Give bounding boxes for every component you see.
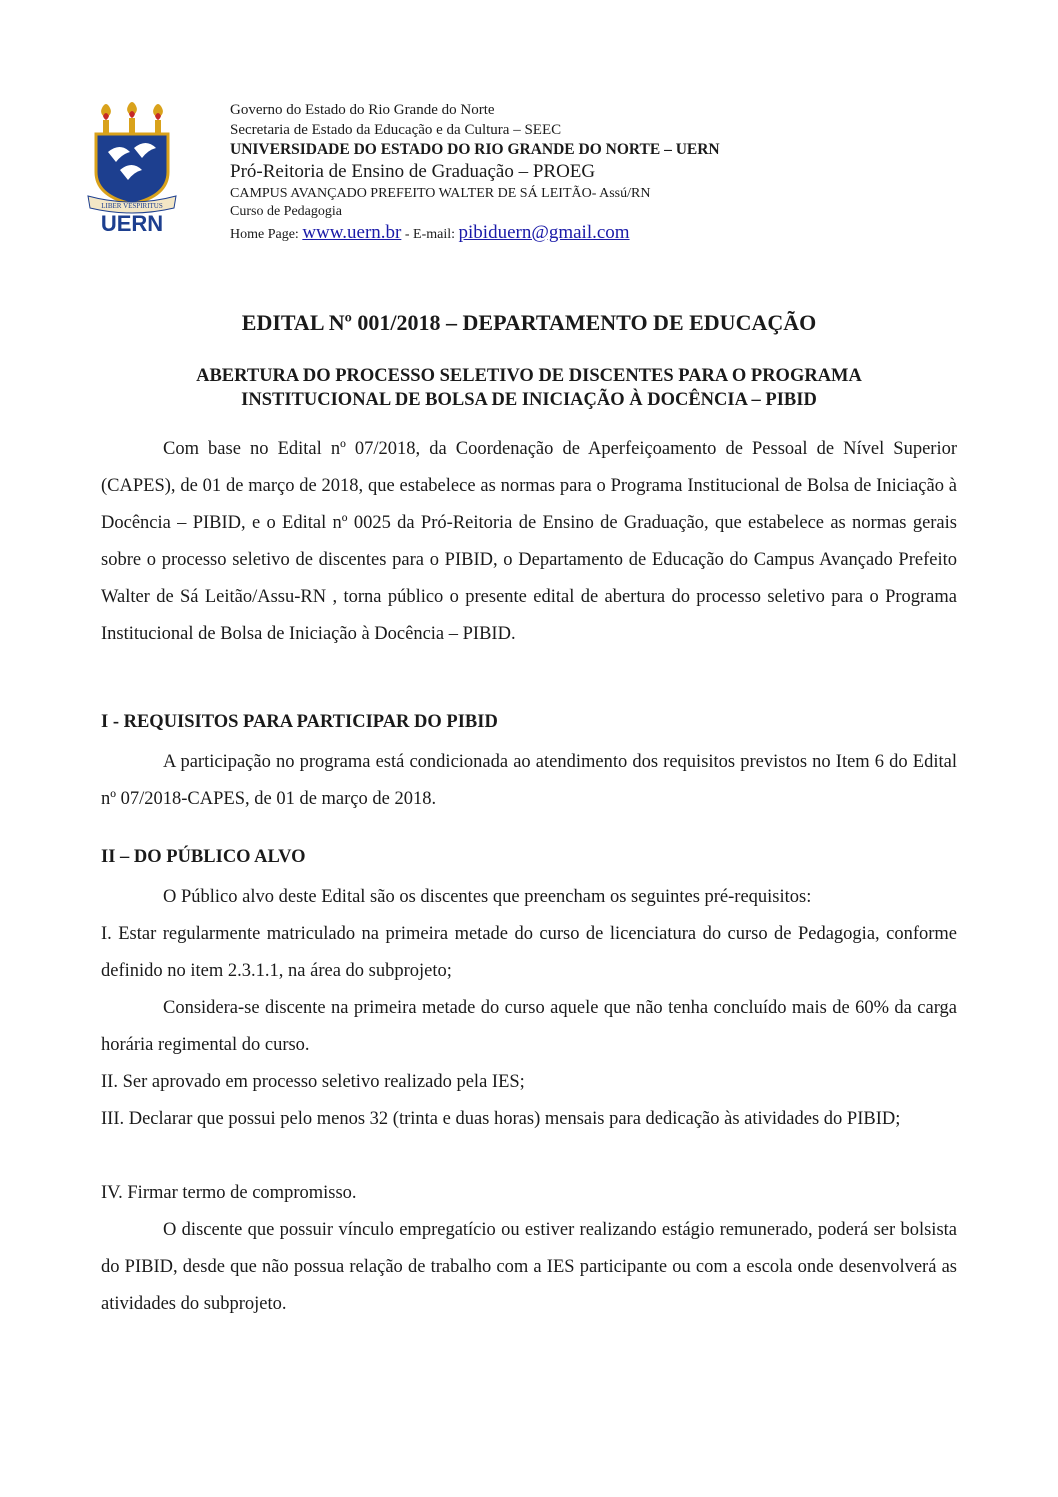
email-label: - E-mail: (404, 227, 456, 243)
document-subtitle (100, 364, 958, 412)
section-1-heading: I - REQUISITOS PARA PARTICIPAR DO PIBID (101, 712, 498, 732)
section-2-intro: O Público alvo deste Edital são os discentes que preencham os seguintes pré-requisitos: (163, 887, 812, 907)
requirement-item-1: I. Estar regularmente matriculado na primeira metade do curso de licenciatura do curso de Pedagogia, conforme definido no item 2.3.1.1, na área do subprojeto; (101, 924, 957, 981)
uern-wordmark: UERN (100, 211, 164, 234)
homepage-link[interactable]: www.uern.br (302, 222, 402, 244)
institution-header (230, 101, 720, 246)
closing-paragraph: O discente que possuir vínculo empregatício ou estiver realizando estágio remunerado, poderá ser bolsista do PIBID, desde que não possua relação de trabalho com a IES participante ou com a escola onde desenvolverá as atividades do subprojeto. (101, 1220, 957, 1314)
section-1-text: A participação no programa está condicionada ao atendimento dos requisitos previstos no Item 6 do Edital nº 07/2018-CAPES, de 01 de março de 2018. (101, 752, 957, 809)
requirement-item-4: IV. Firmar termo de compromisso. (101, 1183, 357, 1203)
header-course: Curso de Pedagogia (230, 204, 342, 220)
header-campus: CAMPUS AVANÇADO PREFEITO WALTER DE SÁ LEITÃO- Assú/RN (230, 185, 651, 201)
header-secretariat: Secretaria de Estado da Educação e da Cultura – SEEC (230, 121, 562, 138)
section-2-heading: II – DO PÚBLICO ALVO (101, 847, 306, 867)
email-link[interactable]: pibiduern@gmail.com (458, 222, 630, 244)
uern-logo (86, 100, 178, 234)
homepage-label: Home Page: (230, 227, 299, 243)
torch-icons (101, 102, 163, 134)
header-university: UNIVERSIDADE DO ESTADO DO RIO GRANDE DO NORTE – UERN (230, 141, 720, 158)
header-government: Governo do Estado do Rio Grande do Norte (230, 102, 495, 118)
header-contact (230, 221, 720, 246)
requirement-item-2: II. Ser aprovado em processo seletivo realizado pela IES; (101, 1072, 525, 1092)
requirement-note: Considera-se discente na primeira metade do curso aquele que não tenha concluído mais de 60% da carga horária regimental do curso. (101, 998, 957, 1055)
subtitle-line-2: INSTITUCIONAL DE BOLSA DE INICIAÇÃO À DOCÊNCIA – PIBID (241, 390, 817, 411)
intro-paragraph: Com base no Edital nº 07/2018, da Coordenação de Aperfeiçoamento de Pessoal de Nível Superior (CAPES), de 01 de março de 2018, que estabelece as normas para o Programa Institucional de Bolsa de Iniciação à Docência – PIBID, e o Edital nº 0025 da Pró-Reitoria de Ensino de Graduação, que estabelece as normas gerais sobre o processo seletivo de discentes para o PIBID, o Departamento de Educação do Campus Avançado Prefeito Walter de Sá Leitão/Assu-RN , torna público o presente edital de abertura do processo seletivo para o Programa Institucional de Bolsa de Iniciação à Docência – PIBID. (101, 439, 957, 644)
requirement-item-3: III. Declarar que possui pelo menos 32 (trinta e duas horas) mensais para dedicação às atividades do PIBID; (101, 1109, 901, 1129)
shield-icon (96, 134, 168, 204)
document-title: EDITAL Nº 001/2018 – DEPARTAMENTO DE EDUCAÇÃO (241, 310, 817, 335)
subtitle-line-1: ABERTURA DO PROCESSO SELETIVO DE DISCENTES PARA O PROGRAMA (196, 366, 862, 386)
header-proeg: Pró-Reitoria de Ensino de Graduação – PROEG (230, 161, 596, 183)
motto-text: LIBER VESPIRITUS (101, 202, 163, 210)
